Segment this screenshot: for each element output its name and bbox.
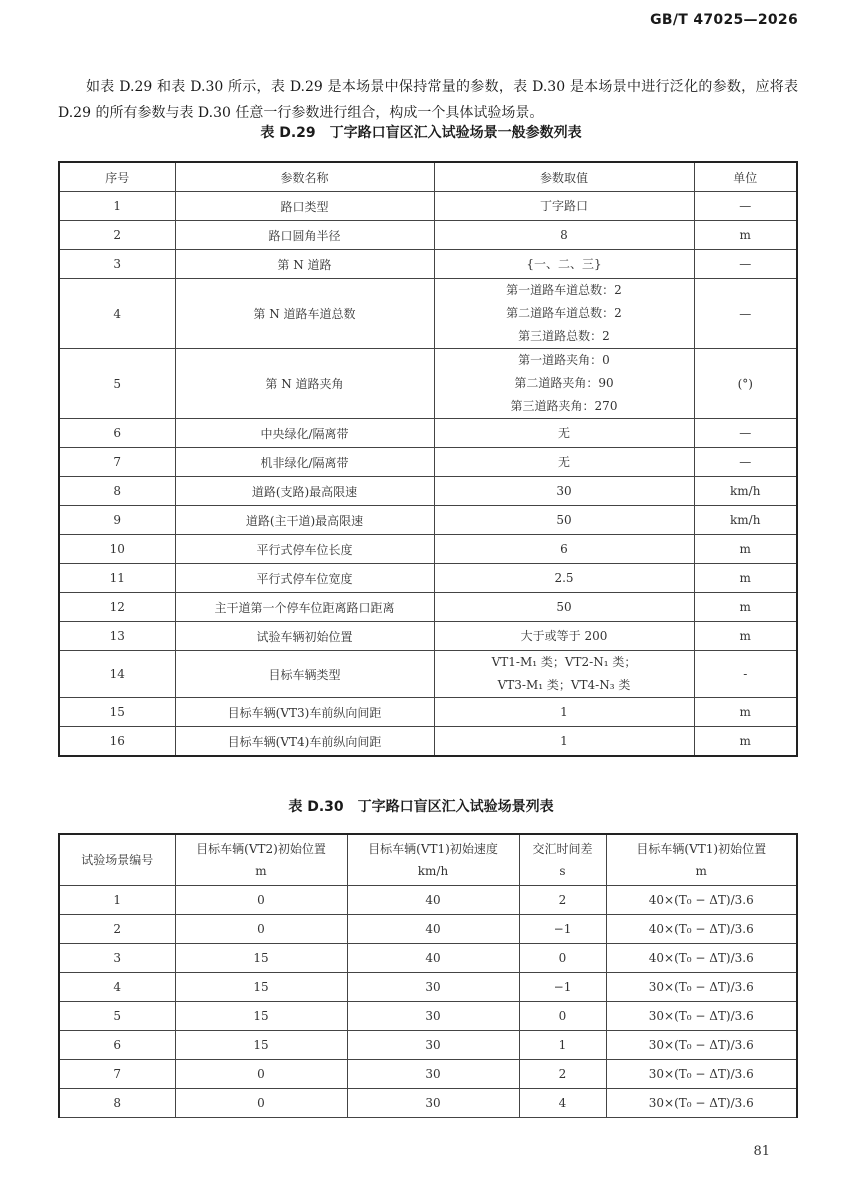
time-diff-cell: 0 <box>519 944 606 973</box>
param-value-cell <box>434 192 694 221</box>
vt2-position-cell: 15 <box>175 973 347 1002</box>
param-value-line: 第二道路夹角：90 <box>514 376 614 390</box>
header-line: km/h <box>417 864 449 878</box>
unit-cell: m <box>694 593 797 622</box>
scenario-number-cell: 3 <box>59 944 175 973</box>
table-row <box>59 506 797 535</box>
table-row <box>59 564 797 593</box>
table-row <box>59 221 797 250</box>
row-number-cell: 3 <box>59 250 175 279</box>
table-row <box>59 622 797 651</box>
row-number-cell: 14 <box>59 651 175 698</box>
param-value-cell <box>434 448 694 477</box>
unit-cell: m <box>694 727 797 757</box>
param-value-cell <box>434 535 694 564</box>
param-value-cell <box>434 221 694 250</box>
table-row <box>59 192 797 221</box>
header-line: 目标车辆(VT2)初始位置 <box>196 842 326 856</box>
scenario-number-cell: 7 <box>59 1060 175 1089</box>
time-diff-cell: −1 <box>519 973 606 1002</box>
param-name-cell: 目标车辆(VT4)车前纵向间距 <box>175 727 434 757</box>
table-d29-title: 表 D.29 丁字路口盲区汇入试验场景一般参数列表 <box>260 125 582 141</box>
table-row <box>59 593 797 622</box>
vt1-speed-cell: 30 <box>347 1031 519 1060</box>
param-value-line: 丁字路口 <box>539 198 588 213</box>
param-name-cell: 平行式停车位长度 <box>175 535 434 564</box>
header-cell <box>175 834 347 886</box>
param-name-cell: 路口圆角半径 <box>175 221 434 250</box>
table-row <box>59 651 797 698</box>
unit-cell: — <box>694 279 797 349</box>
table-row <box>59 535 797 564</box>
table-row <box>59 250 797 279</box>
table-d30-title: 表 D.30 丁字路口盲区汇入试验场景列表 <box>288 799 554 815</box>
param-value-cell <box>434 250 694 279</box>
scenario-number-cell: 1 <box>59 886 175 915</box>
header-cell <box>606 834 797 886</box>
param-value-cell <box>434 698 694 727</box>
param-value-cell <box>434 506 694 535</box>
unit-cell: m <box>694 698 797 727</box>
row-number-cell: 5 <box>59 349 175 419</box>
table-row <box>59 915 797 944</box>
table-row <box>59 279 797 349</box>
header-cell <box>59 834 175 886</box>
vt1-speed-cell: 30 <box>347 1060 519 1089</box>
vt1-speed-cell: 40 <box>347 886 519 915</box>
table-d30 <box>58 833 798 1118</box>
scenario-number-cell: 6 <box>59 1031 175 1060</box>
table-row <box>59 973 797 1002</box>
vt2-position-cell: 0 <box>175 1089 347 1118</box>
time-diff-cell: 2 <box>519 886 606 915</box>
table-row <box>59 419 797 448</box>
param-name-cell: 第 N 道路 <box>175 250 434 279</box>
unit-cell: m <box>694 564 797 593</box>
unit-cell: — <box>694 192 797 221</box>
param-name-cell: 道路(主干道)最高限速 <box>175 506 434 535</box>
table-row <box>59 727 797 757</box>
time-diff-cell: 4 <box>519 1089 606 1118</box>
table-row <box>59 1002 797 1031</box>
table-row <box>59 698 797 727</box>
param-value-line: 30 <box>556 483 572 498</box>
header-cell <box>347 834 519 886</box>
unit-cell: m <box>694 221 797 250</box>
intro-paragraph: 如表 D.29 和表 D.30 所示，表 D.29 是本场景中保持常量的参数，表 D.30 是本场景中进行泛化的参数，应将表 D.29 的所有参数与表 D.30 任意一行参数进行组合，构成一个具体试验场景。 <box>58 79 798 121</box>
vt1-speed-cell: 30 <box>347 973 519 1002</box>
param-value-line: 无 <box>557 425 570 440</box>
scenario-number-cell: 4 <box>59 973 175 1002</box>
param-value-cell <box>434 419 694 448</box>
param-value-line: 第三道路总数：2 <box>518 329 610 343</box>
header-line: m <box>255 864 267 878</box>
param-value-cell <box>434 564 694 593</box>
param-value-line: 50 <box>556 599 572 614</box>
row-number-cell: 9 <box>59 506 175 535</box>
unit-cell: (°) <box>694 349 797 419</box>
time-diff-cell: 0 <box>519 1002 606 1031</box>
row-number-cell: 10 <box>59 535 175 564</box>
time-diff-cell: 2 <box>519 1060 606 1089</box>
param-name-cell: 机非绿化/隔离带 <box>175 448 434 477</box>
param-name-cell: 路口类型 <box>175 192 434 221</box>
header-cell: 序号 <box>59 162 175 192</box>
param-name-cell: 第 N 道路车道总数 <box>175 279 434 349</box>
param-name-cell: 第 N 道路夹角 <box>175 349 434 419</box>
table-row <box>59 886 797 915</box>
unit-cell: m <box>694 622 797 651</box>
standard-number: GB/T 47025—2026 <box>650 12 798 28</box>
vt1-speed-cell: 30 <box>347 1089 519 1118</box>
param-value-line: 1 <box>560 704 568 719</box>
param-name-cell: 试验车辆初始位置 <box>175 622 434 651</box>
param-value-cell <box>434 349 694 419</box>
param-value-cell <box>434 279 694 349</box>
vt2-position-cell: 15 <box>175 1031 347 1060</box>
header-cell: 参数取值 <box>434 162 694 192</box>
unit-cell: - <box>694 651 797 698</box>
unit-cell: — <box>694 419 797 448</box>
row-number-cell: 15 <box>59 698 175 727</box>
param-name-cell: 道路(支路)最高限速 <box>175 477 434 506</box>
param-name-cell: 平行式停车位宽度 <box>175 564 434 593</box>
table-header-row <box>59 162 797 192</box>
row-number-cell: 2 <box>59 221 175 250</box>
param-value-line: 1 <box>560 733 568 748</box>
header-line: 试验场景编号 <box>81 853 154 867</box>
param-name-cell: 中央绿化/隔离带 <box>175 419 434 448</box>
vt1-position-cell: 30×(T₀ − ΔT)/3.6 <box>606 973 797 1002</box>
vt2-position-cell: 0 <box>175 886 347 915</box>
table-row <box>59 349 797 419</box>
vt1-position-cell: 30×(T₀ − ΔT)/3.6 <box>606 1031 797 1060</box>
header-cell: 单位 <box>694 162 797 192</box>
unit-cell: — <box>694 250 797 279</box>
vt1-position-cell: 40×(T₀ − ΔT)/3.6 <box>606 915 797 944</box>
vt1-position-cell: 40×(T₀ − ΔT)/3.6 <box>606 944 797 973</box>
vt1-speed-cell: 40 <box>347 944 519 973</box>
vt2-position-cell: 0 <box>175 1060 347 1089</box>
param-name-cell: 主干道第一个停车位距离路口距离 <box>175 593 434 622</box>
param-value-line: 第一道路车道总数：2 <box>506 283 622 297</box>
row-number-cell: 1 <box>59 192 175 221</box>
param-value-cell <box>434 477 694 506</box>
vt2-position-cell: 15 <box>175 944 347 973</box>
unit-cell: — <box>694 448 797 477</box>
param-value-line: 50 <box>556 512 572 527</box>
row-number-cell: 12 <box>59 593 175 622</box>
header-line: 交汇时间差 <box>532 842 593 856</box>
param-value-line: 8 <box>560 227 568 242</box>
param-value-cell <box>434 727 694 757</box>
vt2-position-cell: 15 <box>175 1002 347 1031</box>
header-cell: 参数名称 <box>175 162 434 192</box>
header-cell <box>519 834 606 886</box>
row-number-cell: 6 <box>59 419 175 448</box>
param-value-line: {一、二、三} <box>526 256 602 271</box>
vt1-position-cell: 30×(T₀ − ΔT)/3.6 <box>606 1089 797 1118</box>
row-number-cell: 8 <box>59 477 175 506</box>
header-line: 目标车辆(VT1)初始位置 <box>636 842 767 856</box>
param-value-line: 第二道路车道总数：2 <box>506 306 622 320</box>
scenario-number-cell: 8 <box>59 1089 175 1118</box>
unit-cell: km/h <box>694 506 797 535</box>
row-number-cell: 4 <box>59 279 175 349</box>
table-row <box>59 944 797 973</box>
unit-cell: km/h <box>694 477 797 506</box>
row-number-cell: 13 <box>59 622 175 651</box>
param-value-line: 无 <box>557 454 570 469</box>
unit-cell: m <box>694 535 797 564</box>
scenario-number-cell: 2 <box>59 915 175 944</box>
table-row <box>59 1031 797 1060</box>
table-row <box>59 477 797 506</box>
param-value-cell <box>434 593 694 622</box>
table-row <box>59 1060 797 1089</box>
vt1-speed-cell: 30 <box>347 1002 519 1031</box>
table-header-row <box>59 834 797 886</box>
row-number-cell: 16 <box>59 727 175 757</box>
param-value-line: 第一道路夹角：0 <box>518 353 610 367</box>
param-name-cell: 目标车辆类型 <box>175 651 434 698</box>
param-value-line: 6 <box>560 541 568 556</box>
table-d29 <box>58 161 798 757</box>
row-number-cell: 11 <box>59 564 175 593</box>
table-row <box>59 448 797 477</box>
scenario-number-cell: 5 <box>59 1002 175 1031</box>
param-name-cell: 目标车辆(VT3)车前纵向间距 <box>175 698 434 727</box>
vt1-position-cell: 40×(T₀ − ΔT)/3.6 <box>606 886 797 915</box>
header-line: 目标车辆(VT1)初始速度 <box>368 842 498 856</box>
header-line: s <box>559 864 566 878</box>
page-number: 81 <box>753 1144 770 1159</box>
param-value-cell <box>434 651 694 698</box>
vt1-position-cell: 30×(T₀ − ΔT)/3.6 <box>606 1060 797 1089</box>
vt1-position-cell: 30×(T₀ − ΔT)/3.6 <box>606 1002 797 1031</box>
param-value-line: VT1-M₁ 类；VT2-N₁ 类； <box>491 655 637 669</box>
header-line: m <box>695 864 707 878</box>
time-diff-cell: 1 <box>519 1031 606 1060</box>
table-row <box>59 1089 797 1118</box>
param-value-line: 第三道路夹角：270 <box>510 399 618 413</box>
row-number-cell: 7 <box>59 448 175 477</box>
vt1-speed-cell: 40 <box>347 915 519 944</box>
time-diff-cell: −1 <box>519 915 606 944</box>
param-value-line: VT3-M₁ 类；VT4-N₃ 类 <box>497 678 631 692</box>
param-value-line: 大于或等于 200 <box>520 628 608 643</box>
vt2-position-cell: 0 <box>175 915 347 944</box>
param-value-line: 2.5 <box>554 570 574 585</box>
param-value-cell <box>434 622 694 651</box>
